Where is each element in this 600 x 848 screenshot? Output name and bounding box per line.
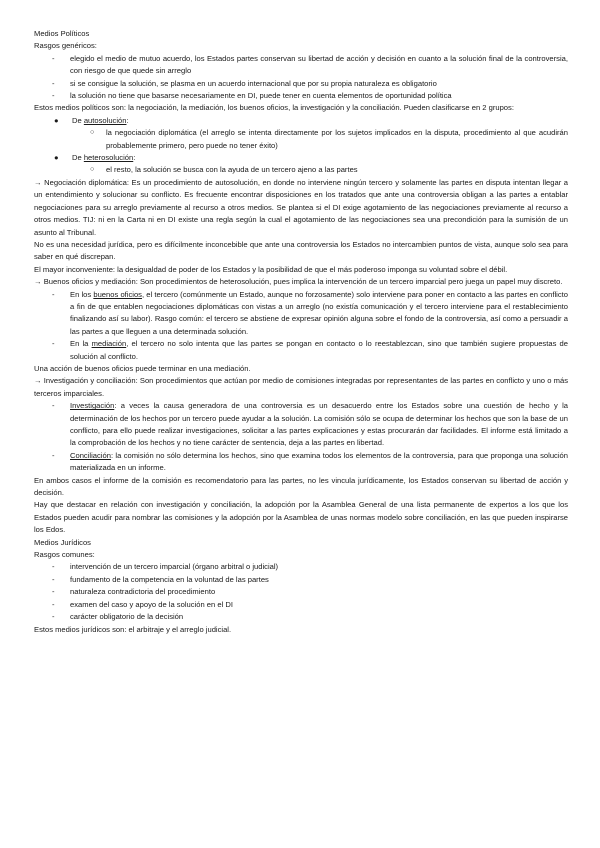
group-list bbox=[34, 115, 568, 127]
term-mediacion: mediación bbox=[91, 339, 127, 349]
term-buenos-oficios: buenos oficios bbox=[93, 289, 142, 299]
list-item: - Conciliación: la comisión no sólo determina los hechos, sino que examina todos los elementos de la controversia, para que proponga una solución materializada en un informe. bbox=[34, 450, 568, 475]
section-heading-juridicos: Medios Jurídicos bbox=[34, 537, 91, 547]
paragraph: Estos medios jurídicos son: el arbitraje y el arreglo judicial. bbox=[34, 624, 232, 634]
list-item: ○ la negociación diplomática (el arreglo se intenta directamente por los sujetos implicados en la disputa, procedimiento al que acudirán probablemente primero, pero puede no tener éxito) bbox=[90, 128, 568, 150]
rasgos-comunes-list bbox=[34, 561, 568, 623]
list-item: ● De autosolución: bbox=[34, 115, 568, 127]
paragraph: En ambos casos el informe de la comisión es recomendatorio para las partes, no les vincula jurídicamente, los Estados conservan su libertad de acción y decisión. bbox=[34, 475, 568, 498]
list-item: - intervención de un tercero imparcial (órgano arbitral o judicial) bbox=[34, 561, 568, 573]
rasgos-genericos-label: Rasgos genéricos: bbox=[34, 41, 97, 51]
term-investigacion: Investigación bbox=[70, 401, 115, 411]
sub-list bbox=[34, 164, 568, 176]
list-item: - En la mediación, el tercero no solo intenta que las partes se pongan en contacto o lo reestablezcan, sino que también sugiere propuestas de solución al conflicto. bbox=[34, 338, 568, 363]
circle-bullet-icon: ○ bbox=[90, 166, 95, 174]
sub-list bbox=[34, 127, 568, 152]
term-conciliacion: Conciliación bbox=[70, 450, 111, 460]
list-item: - la solución no tiene que basarse necesariamente en DI, puede tener en cuenta elementos de oportunidad política bbox=[34, 90, 568, 102]
list-item: ○ el resto, la solución se busca con la ayuda de un tercero ajeno a las partes bbox=[34, 164, 568, 176]
list-item: - examen del caso y apoyo de la solución en el DI bbox=[34, 599, 568, 611]
list-item: - Investigación: a veces la causa generadora de una controversia es un desacuerdo entre los Estados sobre una cuestión de hecho y la determinación de los hechos por un tercero puede ayudar a la solución. La comisión sólo se ocupa de determinar los hechos que son la base de un conflicto, para ello puede realizar investigaciones, solicitar a las partes explicaciones y estas procurarán dar facilidades. El informe está limitado a la comprobación de los hechos y no tiene carácter de sentencia, deja a las partes en libertad. bbox=[34, 400, 568, 450]
list-item: - En los buenos oficios, el tercero (comúnmente un Estado, aunque no forzosamente) solo interviene para poner en contacto a las partes en conflicto a fin de que entablen negociaciones diplomáticas con vistas a un arreglo (no existía comunicación y el tercero interviene para el restablecimiento finalizando así su labor). Rasgo común: el tercero se abstiene de expresar opinión alguna sobre el fondo de la controversia, así como a persuadir a las partes a que lleguen a una determinada solución. bbox=[34, 289, 568, 339]
paragraph: Una acción de buenos oficios puede terminar en una mediación. bbox=[34, 363, 251, 373]
list-item: - elegido el medio de mutuo acuerdo, los Estados partes conservan su libertad de acción y decisión en cuanto a la solución final de la controversia, con riesgo de que quede sin arreglo bbox=[34, 53, 568, 78]
group-list bbox=[34, 152, 568, 164]
list-item: - si se consigue la solución, se plasma en un acuerdo internacional que por su propia naturaleza es obligatorio bbox=[34, 78, 568, 90]
circle-bullet-icon: ○ bbox=[90, 129, 95, 137]
term-autosolucion: autosolución bbox=[83, 115, 127, 125]
section-heading-politicos: Medios Políticos bbox=[34, 29, 90, 38]
buenos-oficios-list bbox=[34, 289, 568, 363]
list-item: ● De heterosolución: bbox=[34, 152, 568, 164]
investigacion-list bbox=[34, 400, 568, 474]
list-item: - fundamento de la competencia en la voluntad de las partes bbox=[34, 574, 568, 586]
rasgos-comunes-label: Rasgos comunes: bbox=[34, 550, 95, 560]
list-item: - carácter obligatorio de la decisión bbox=[34, 611, 568, 623]
paragraph: No es una necesidad jurídica, pero es difícilmente inconcebible que ante una controversia los Estados no intercambien puntos de vista, aunque solo sea para saber en qué discrepan. bbox=[34, 239, 568, 262]
bullet-icon: ● bbox=[54, 153, 59, 163]
list-item: - naturaleza contradictoria del procedimiento bbox=[34, 586, 568, 598]
paragraph-buenos-oficios: → Buenos oficios y mediación: Son procedimientos de heterosolución, pues implica la intervención de un tercero imparcial pero juega un papel muy discreto. bbox=[34, 277, 563, 287]
paragraph-negociacion: → Negociación diplomática: Es un procedimiento de autosolución, en donde no interviene ningún tercero y solamente las partes en disputa intentan llegar a un entendimiento y solucionar su conflicto. Es frecuente encontrar disposiciones en los tratados que ante una controversia obligan a las partes a entablar negociaciones para su arreglo previamente al recurso a otros medios. Se plantea si el DI exige agotamiento de las negociaciones previamente al recurso a otros medios. TIJ: ni en la Carta ni en DI existe una regla según la cual el agotamiento de las negociaciones sea una precondición para la sumisión de un asunto al Tribunal. bbox=[34, 177, 568, 237]
term-heterosolucion: heterosolución bbox=[83, 153, 134, 163]
bullet-icon: ● bbox=[54, 115, 59, 125]
paragraph: Hay que destacar en relación con investigación y conciliación, la adopción por la Asamblea General de una lista permanente de expertos a los que los Estados pueden acudir para nombrar las comisiones y la adopción por la Asamblea de unas normas modelo sobre conciliación, en las que pueden inspirarse los Edos. bbox=[34, 500, 568, 535]
rasgos-genericos-list bbox=[34, 53, 568, 103]
paragraph: Estos medios políticos son: la negociación, la mediación, los buenos oficios, la investigación y la conciliación. Pueden clasificarse en 2 grupos: bbox=[34, 103, 514, 113]
paragraph-investigacion: → Investigación y conciliación: Son procedimientos que actúan por medio de comisiones integradas por representantes de las partes en conflicto y uno o más terceros imparciales. bbox=[34, 376, 568, 398]
paragraph: El mayor inconveniente: la desigualdad de poder de los Estados y la posibilidad de que el más poderoso imponga su voluntad sobre el débil. bbox=[34, 264, 508, 274]
